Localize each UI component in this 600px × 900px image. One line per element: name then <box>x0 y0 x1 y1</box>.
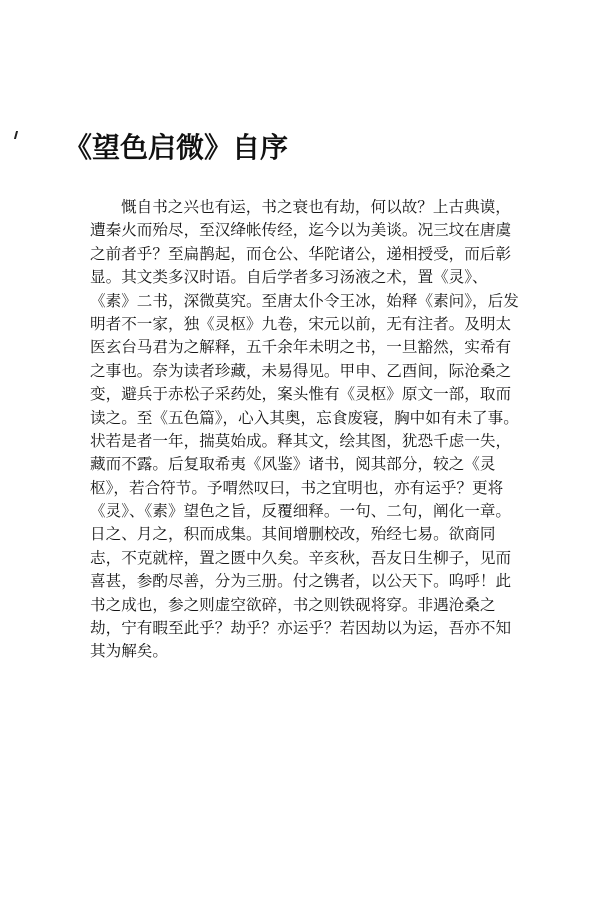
text-line: 显。其文类多汉时语。自后学者多习汤液之术，置《灵》、 <box>90 268 488 287</box>
text-line: 《素》二书，深微莫究。至唐太仆令王冰，始释《素问》，后发 <box>90 291 519 310</box>
text-line: 志，不克就梓，置之匮中久矣。辛亥秋，吾友日生柳子，见而 <box>90 548 512 567</box>
preface-title: 《望色启微》自序 <box>64 131 289 164</box>
text-line: 遭秦火而殆尽，至汉绛帐传经，迄今以为美谈。况三坟在唐虞 <box>90 221 512 240</box>
margin-mark <box>14 131 18 139</box>
text-line: 其为解矣。 <box>90 642 168 661</box>
text-line: 藏而不露。后复取希夷《风鉴》诸书，阅其部分，较之《灵 <box>90 455 496 474</box>
text-line: 状若是者一年，揣莫始成。释其文，绘其图，犹恐千虑一失， <box>90 431 512 450</box>
text-line: 日之、月之，积而成集。其间增删校改，殆经七易。欲商同 <box>90 525 496 544</box>
text-line: 变，避兵于赤松子采药处，案头惟有《灵枢》原文一部，取而 <box>90 385 512 404</box>
text-line: 之事也。奈为读者珍藏，未易得见。甲申、乙酉间，际沧桑之 <box>90 361 512 380</box>
text-line: 之前者乎？至扁鹊起，而仓公、华陀诸公，递相授受，而后彰 <box>90 244 512 263</box>
text-line: 书之成也，参之则虚空欲碎，书之则铁砚将穿。非遇沧桑之 <box>90 595 496 614</box>
text-line: 枢》，若合符节。予喟然叹曰，书之宜明也，亦有运乎？更将 <box>90 478 504 497</box>
text-line: 喜甚，参酌尽善，分为三册。付之镌者，以公天下。呜呼！此 <box>90 572 512 591</box>
text-line: 慨自书之兴也有运，书之衰也有劫，何以故？上古典谟， <box>121 198 511 216</box>
text-line: 读之。至《五色篇》，心入其奥，忘食废寝，胸中如有未了事。 <box>90 408 519 427</box>
text-line: 劫，宁有暇至此乎？劫乎？亦运乎？若因劫以为运，吾亦不知 <box>90 619 512 638</box>
text-line: 医玄台马君为之解释，五千余年未明之书，一旦豁然，实希有 <box>90 338 512 357</box>
text-line: 《灵》、《素》望色之旨，反覆细释。一句、二句，阐化一章。 <box>90 502 512 521</box>
preface-body <box>90 196 555 664</box>
text-line: 明者不一家，独《灵枢》九卷，宋元以前，无有注者。及明太 <box>90 314 512 333</box>
